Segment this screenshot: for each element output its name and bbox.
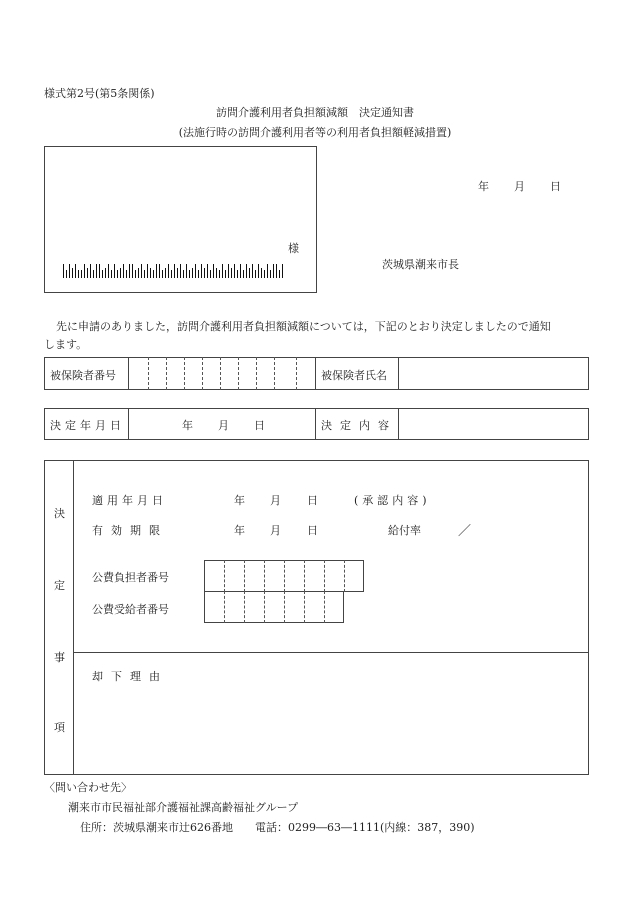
approval-content-label: (承認内容) bbox=[354, 494, 431, 507]
side-char-2: 定 bbox=[54, 579, 65, 592]
insured-name-field[interactable] bbox=[399, 358, 588, 389]
insured-number-field[interactable] bbox=[128, 358, 315, 389]
insured-number-label: 被保険者番号 bbox=[50, 369, 116, 382]
apply-year: 年 bbox=[234, 494, 245, 507]
contact-address: 住所：茨城県潮来市辻626番地 電話：0299―63―1111(内線：387，390) bbox=[80, 821, 475, 834]
body-text-line2: します。 bbox=[44, 338, 88, 351]
recipient-number-field[interactable] bbox=[204, 591, 344, 623]
issuer: 茨城県潮来市長 bbox=[382, 258, 459, 271]
side-char-1: 決 bbox=[54, 507, 65, 520]
benefit-rate-slash: ／ bbox=[458, 524, 472, 539]
contact-department: 潮来市市民福祉部介護福祉課高齢福祉グループ bbox=[68, 801, 299, 814]
valid-month: 月 bbox=[270, 524, 281, 537]
date-day: 日 bbox=[550, 180, 561, 193]
rejection-reason-label: 却下理由 bbox=[92, 670, 168, 683]
date-year: 年 bbox=[478, 180, 489, 193]
decision-date-label: 決定年月日 bbox=[50, 419, 125, 432]
apply-month: 月 bbox=[270, 494, 281, 507]
contact-heading: 〈問い合わせ先〉 bbox=[44, 781, 132, 794]
side-char-4: 項 bbox=[54, 721, 65, 734]
honorific-sama: 様 bbox=[288, 242, 299, 255]
decision-month: 月 bbox=[218, 419, 229, 432]
valid-period-label: 有効期限 bbox=[92, 524, 168, 537]
apply-day: 日 bbox=[307, 494, 318, 507]
rejection-reason-field[interactable] bbox=[74, 690, 588, 774]
decision-year: 年 bbox=[182, 419, 193, 432]
decision-content-field[interactable] bbox=[399, 409, 588, 439]
document-title: 訪問介護利用者負担額減額 決定通知書 bbox=[216, 106, 414, 119]
barcode bbox=[63, 264, 285, 278]
valid-day: 日 bbox=[307, 524, 318, 537]
recipient-number-label: 公費受給者番号 bbox=[92, 603, 169, 616]
decision-day: 日 bbox=[254, 419, 265, 432]
insured-name-label: 被保険者氏名 bbox=[321, 369, 387, 382]
decision-content-label: 決定内容 bbox=[321, 419, 397, 432]
document-subtitle: (法施行時の訪問介護利用者等の利用者負担額軽減措置) bbox=[178, 126, 452, 139]
side-char-3: 事 bbox=[54, 651, 65, 664]
valid-year: 年 bbox=[234, 524, 245, 537]
body-text-line1: 先に申請のありました，訪問介護利用者負担額減額については，下記のとおり決定しましたので通知 bbox=[56, 320, 551, 333]
apply-date-label: 適用年月日 bbox=[92, 494, 167, 507]
date-month: 月 bbox=[514, 180, 525, 193]
form-number: 様式第2号(第5条関係) bbox=[44, 87, 155, 100]
payer-number-label: 公費負担者番号 bbox=[92, 571, 169, 584]
benefit-rate-label: 給付率 bbox=[388, 524, 421, 537]
